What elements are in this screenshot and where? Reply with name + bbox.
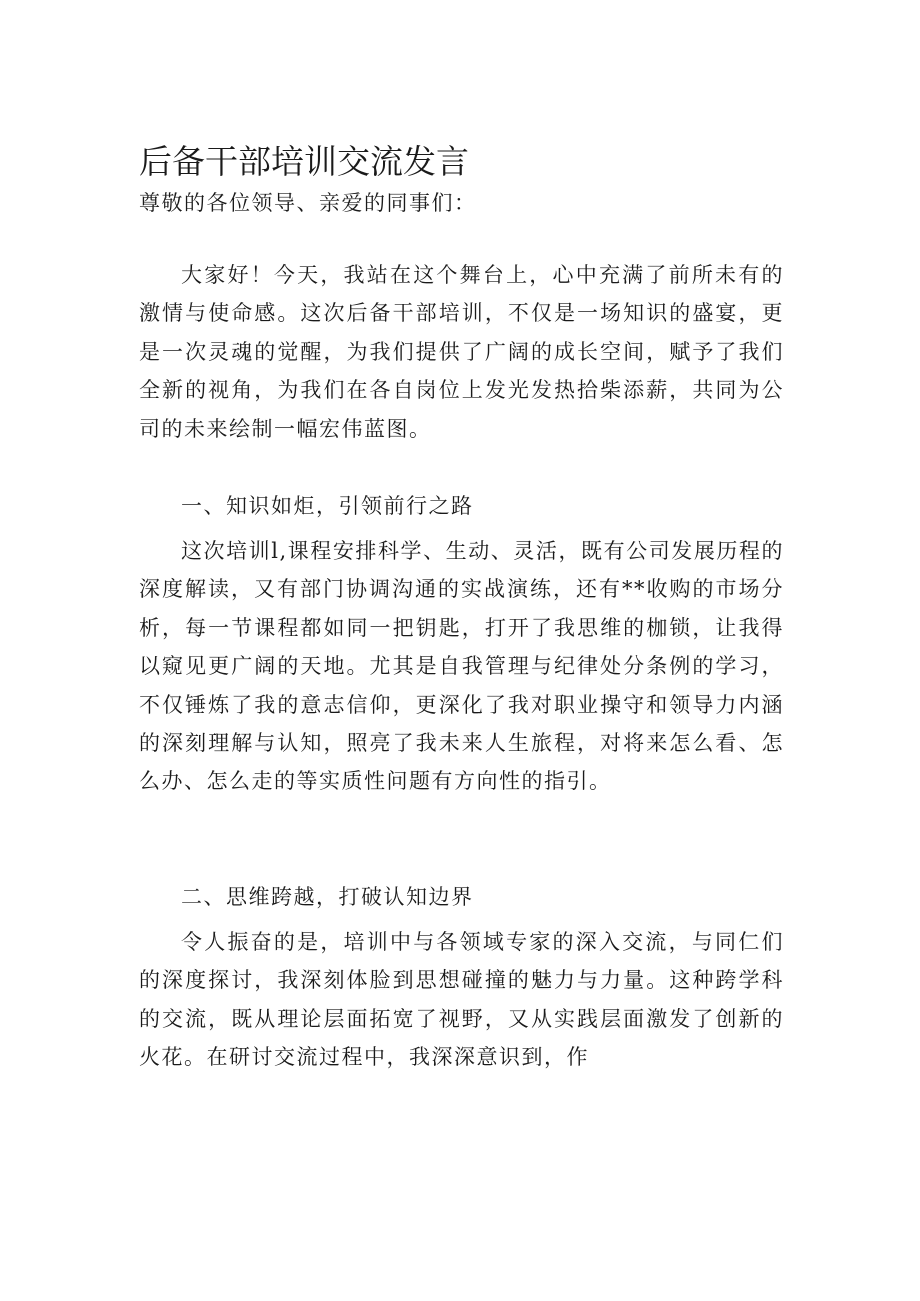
paragraph-intro: 大家好！今天，我站在这个舞台上，心中充满了前所未有的激情与使命感。这次后备干部培训，不仅是一场知识的盛宴，更是一次灵魂的觉醒，为我们提供了广阔的成长空间，赋予了我们全新的视角，为我们在各自岗位上发光发热拾柴添薪，共同为公司的未来绘制一幅宏伟蓝图。 xyxy=(139,263,784,441)
document-title: 后备干部培训交流发言 xyxy=(139,142,469,181)
paragraph-section-1: 这次培训l,课程安排科学、生动、灵活，既有公司发展历程的深度解读，又有部门协调沟通的实战演练，还有**收购的市场分析，每一节课程都如同一把钥匙，打开了我思维的枷锁，让我得以窥见更广阔的天地。尤其是自我管理与纪律处分条例的学习，不仅锤炼了我的意志信仰，更深化了我对职业操守和领导力内涵的深刻理解与认知，照亮了我未来人生旅程，对将来怎么看、怎么办、怎么走的等实质性问题有方向性的指引。 xyxy=(139,539,784,794)
paragraph-section-2: 令人振奋的是，培训中与各领域专家的深入交流，与同仁们的深度探讨，我深刻体脸到思想碰撞的魅力与力量。这种跨学科的交流，既从理论层面拓宽了视野，又从实践层面激发了创新的火花。在研讨交流过程中，我深深意识到，作 xyxy=(139,930,784,1070)
section-heading-1: 一、知识如炬，引领前行之路 xyxy=(181,494,474,518)
salutation: 尊敬的各位领导、亲爱的同事们： xyxy=(139,191,477,215)
section-heading-2: 二、思维跨越，打破认知边界 xyxy=(181,885,474,909)
